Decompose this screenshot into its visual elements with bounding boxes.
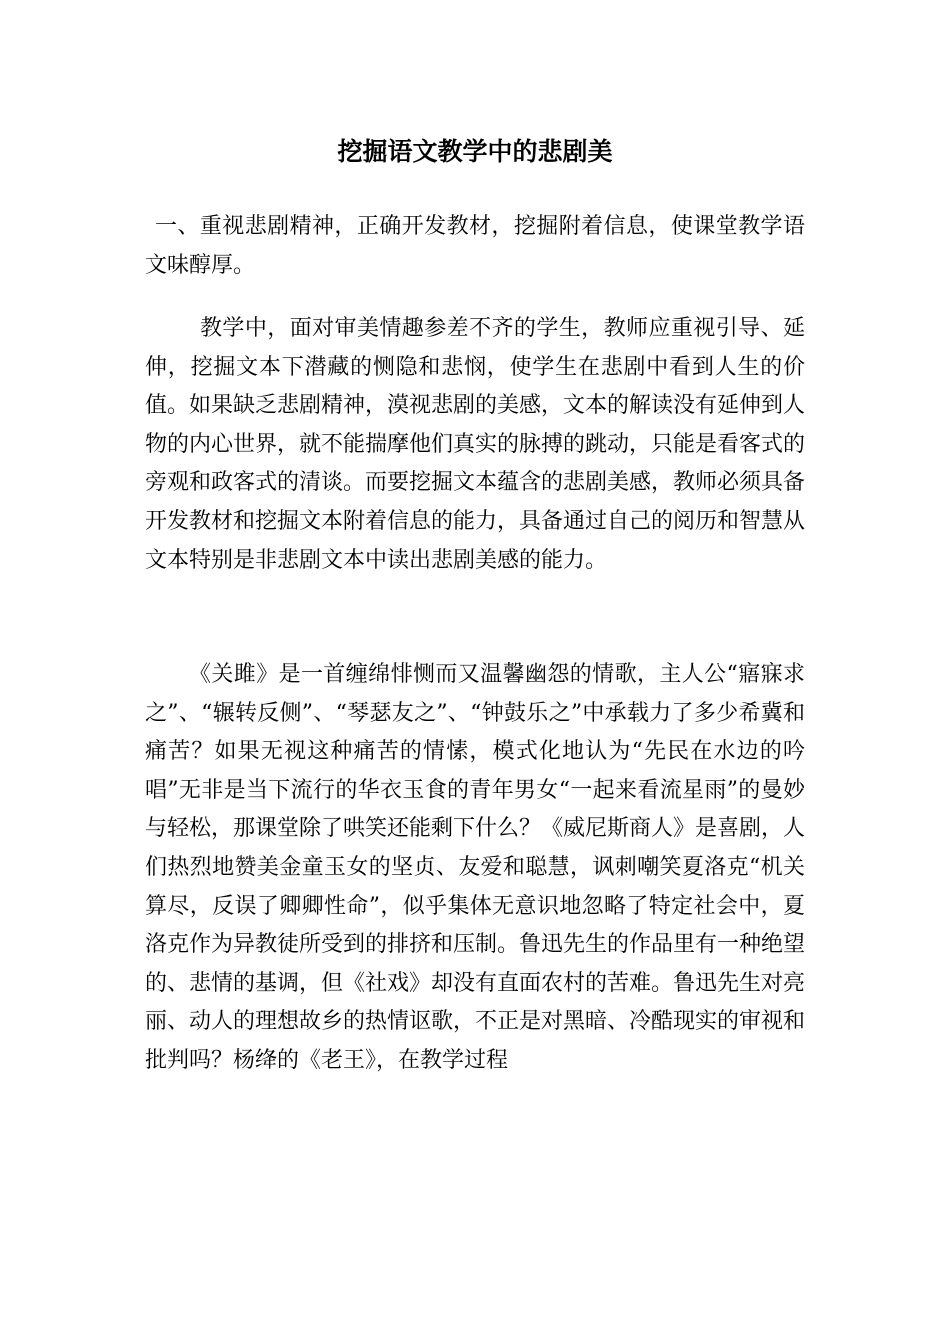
paragraph-1: 教学中，面对审美情趣参差不齐的学生，教师应重视引导、延伸，挖掘文本下潜藏的恻隐和悲悯，使学生在悲剧中看到人生的价值。如果缺乏悲剧精神，漠视悲剧的美感，文本的解读没有延伸到人物的内心世界，就不能揣摩他们真实的脉搏的跳动，只能是看客式的旁观和政客式的清谈。而要挖掘文本蕴含的悲剧美感，教师必须具备开发教材和挖掘文本附着信息的能力，具备通过自己的阅历和智慧从文本特别是非悲剧文本中读出悲剧美感的能力。 <box>145 316 806 573</box>
paragraph-2: 《关雎》是一首缠绵悱恻而又温馨幽怨的情歌，主人公“寤寐求之”、“辗转反侧”、“琴瑟友之”、“钟鼓乐之”中承载力了多少希冀和痛苦？如果无视这种痛苦的情愫，模式化地认为“先民在水边的吟唱”无非是当下流行的华衣玉食的青年男女“一起来看流星雨”的曼妙与轻松，那课堂除了哄笑还能剩下什么？《威尼斯商人》是喜剧，人们热烈地赞美金童玉女的坚贞、友爱和聪慧，讽刺嘲笑夏洛克“机关算尽，反误了卿卿性命”，似乎集体无意识地忽略了特定社会中，夏洛克作为异教徒所受到的排挤和压制。鲁迅先生的作品里有一种绝望的、悲情的基调，但《社戏》却没有直面农村的苦难。鲁迅先生对亮丽、动人的理想故乡的热情讴歌，不正是对黑暗、冷酷现实的审视和批判吗？杨绛的《老王》，在教学过程 <box>145 662 806 1073</box>
section-heading: 一、重视悲剧精神，正确开发教材，挖掘附着信息，使课堂教学语文味醇厚。 <box>145 214 805 278</box>
document-title: 挖掘语文教学中的悲剧美 <box>337 137 613 166</box>
